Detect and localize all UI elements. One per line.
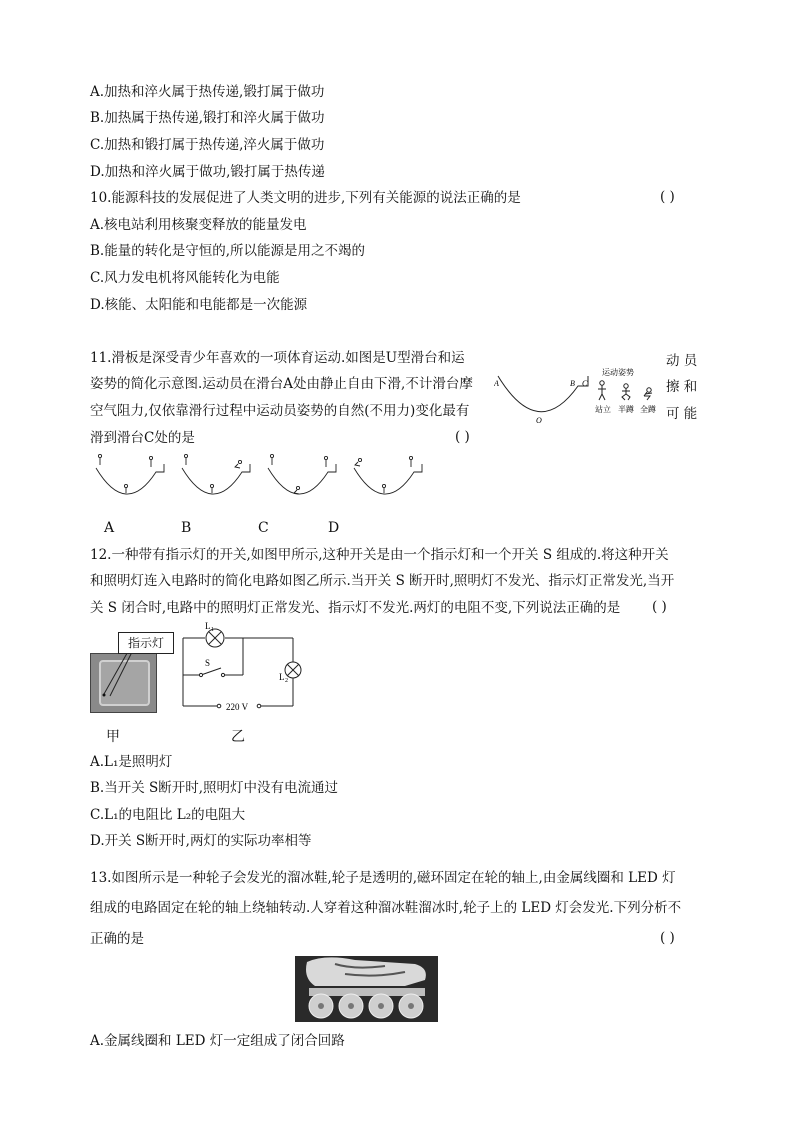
- q13-line-2: 组成的电路固定在轮的轴上绕轴转动.人穿着这种溜冰鞋溜冰时,轮子上的 LED 灯会发光.下列分析不: [90, 900, 682, 916]
- lamp-l1-icon: [206, 629, 224, 647]
- pose-label-stand: 站立: [595, 405, 611, 414]
- q11-answer-paren: ( ): [455, 429, 470, 445]
- choice-c-figure: [268, 454, 336, 494]
- q11-choice-label-d: D: [328, 520, 340, 536]
- roller-skate-photo: [295, 956, 438, 1022]
- q11-choice-label-a: A: [104, 520, 115, 536]
- q12-line-2: 和照明灯连入电路时的简化电路如图乙所示.当开关 S 断开时,照明灯不发光、指示灯正常发光,当开: [90, 573, 675, 589]
- choice-b-figure: [182, 454, 250, 494]
- q12-line-1: 12.一种带有指示灯的开关,如图甲所示,这种开关是由一个指示灯和一个开关 S 组成的.将这种开关: [90, 547, 669, 563]
- point-b-label: B: [570, 379, 575, 388]
- q12-option-c: C.L₁的电阻比 L₂的电阻大: [90, 807, 246, 823]
- q9-option-a: A.加热和淬火属于热传递,锻打属于做功: [90, 84, 325, 100]
- q10-answer-paren: ( ): [660, 189, 675, 205]
- q11-right-word-3: 可 能: [666, 406, 698, 422]
- circuit-diagram: [175, 620, 315, 720]
- switch-s-label: S: [205, 658, 211, 668]
- q11-line-4: 滑到滑台C处的是: [90, 430, 195, 446]
- pose-label-half: 半蹲: [618, 405, 634, 414]
- q13-answer-paren: ( ): [660, 930, 675, 946]
- standing-pose-icon: [598, 381, 606, 400]
- q10-stem: 10.能源科技的发展促进了人类文明的进步,下列有关能源的说法正确的是: [90, 190, 521, 206]
- q9-option-b: B.加热属于热传递,锻打和淬火属于做功: [90, 110, 325, 126]
- q10-option-a: A.核电站利用核聚变释放的能量发电: [90, 217, 307, 233]
- q10-option-d: D.核能、太阳能和电能都是一次能源: [90, 297, 308, 313]
- indicator-light-label: 指示灯: [118, 632, 174, 654]
- pose-label-full: 全蹲: [640, 405, 656, 414]
- q12-option-b: B.当开关 S断开时,照明灯中没有电流通过: [90, 780, 339, 796]
- q11-choice-label-b: B: [181, 520, 192, 536]
- point-c-label: C: [582, 379, 588, 388]
- figure-jia-caption: 甲: [106, 729, 120, 745]
- q11-line-3: 空气阻力,仅依靠滑行过程中运动员姿势的自然(不用力)变化最有: [90, 403, 470, 419]
- full-squat-pose-icon: [644, 388, 652, 400]
- l1-label: L: [205, 621, 211, 631]
- q12-answer-paren: ( ): [652, 599, 667, 615]
- q9-option-d: D.加热和淬火属于做功,锻打属于热传递: [90, 164, 325, 180]
- q11-right-word-2: 擦 和: [666, 379, 698, 395]
- q10-option-c: C.风力发电机将风能转化为电能: [90, 270, 280, 286]
- q13-line-1: 13.如图所示是一种轮子会发光的溜冰鞋,轮子是透明的,磁环固定在轮的轴上,由金属线圈和 LED 灯: [90, 870, 676, 886]
- q11-line-2: 姿势的简化示意图.运动员在滑台A处由静止自由下滑,不计滑台摩: [90, 376, 473, 392]
- q10-option-b: B.能量的转化是守恒的,所以能源是用之不竭的: [90, 243, 366, 259]
- half-squat-pose-icon: [622, 384, 630, 400]
- q13-option-a: A.金属线圈和 LED 灯一定组成了闭合回路: [90, 1033, 345, 1049]
- pose-title: 运动姿势: [602, 368, 634, 377]
- q11-choice-figures: [88, 452, 438, 508]
- lamp-l2-icon: [285, 662, 301, 678]
- choice-a-figure: [96, 454, 164, 494]
- q9-option-c: C.加热和锻打属于热传递,淬火属于做功: [90, 137, 325, 153]
- q11-right-word-1: 动 员: [666, 353, 698, 369]
- q13-line-3: 正确的是: [90, 931, 144, 947]
- figure-yi-caption: 乙: [231, 729, 245, 745]
- q11-choice-label-c: C: [258, 520, 269, 536]
- point-o-label: O: [536, 416, 542, 425]
- q12-option-a: A.L₁是照明灯: [90, 754, 173, 770]
- q11-line-1: 11.滑板是深受青少年喜欢的一项体育运动.如图是U型滑台和运: [90, 350, 465, 366]
- l1-subscript: 1: [211, 627, 214, 633]
- l2-subscript: 2: [285, 678, 288, 684]
- point-a-label: A: [494, 379, 499, 388]
- choice-d-figure: [354, 456, 422, 494]
- q12-option-d: D.开关 S断开时,两灯的实际功率相等: [90, 833, 312, 849]
- voltage-label: 220 V: [226, 702, 249, 712]
- q12-line-3: 关 S 闭合时,电路中的照明灯正常发光、指示灯不发光.两灯的电阻不变,下列说法正确的是: [90, 600, 621, 616]
- u-ramp-figure: [494, 362, 664, 428]
- l2-label: L: [279, 672, 285, 682]
